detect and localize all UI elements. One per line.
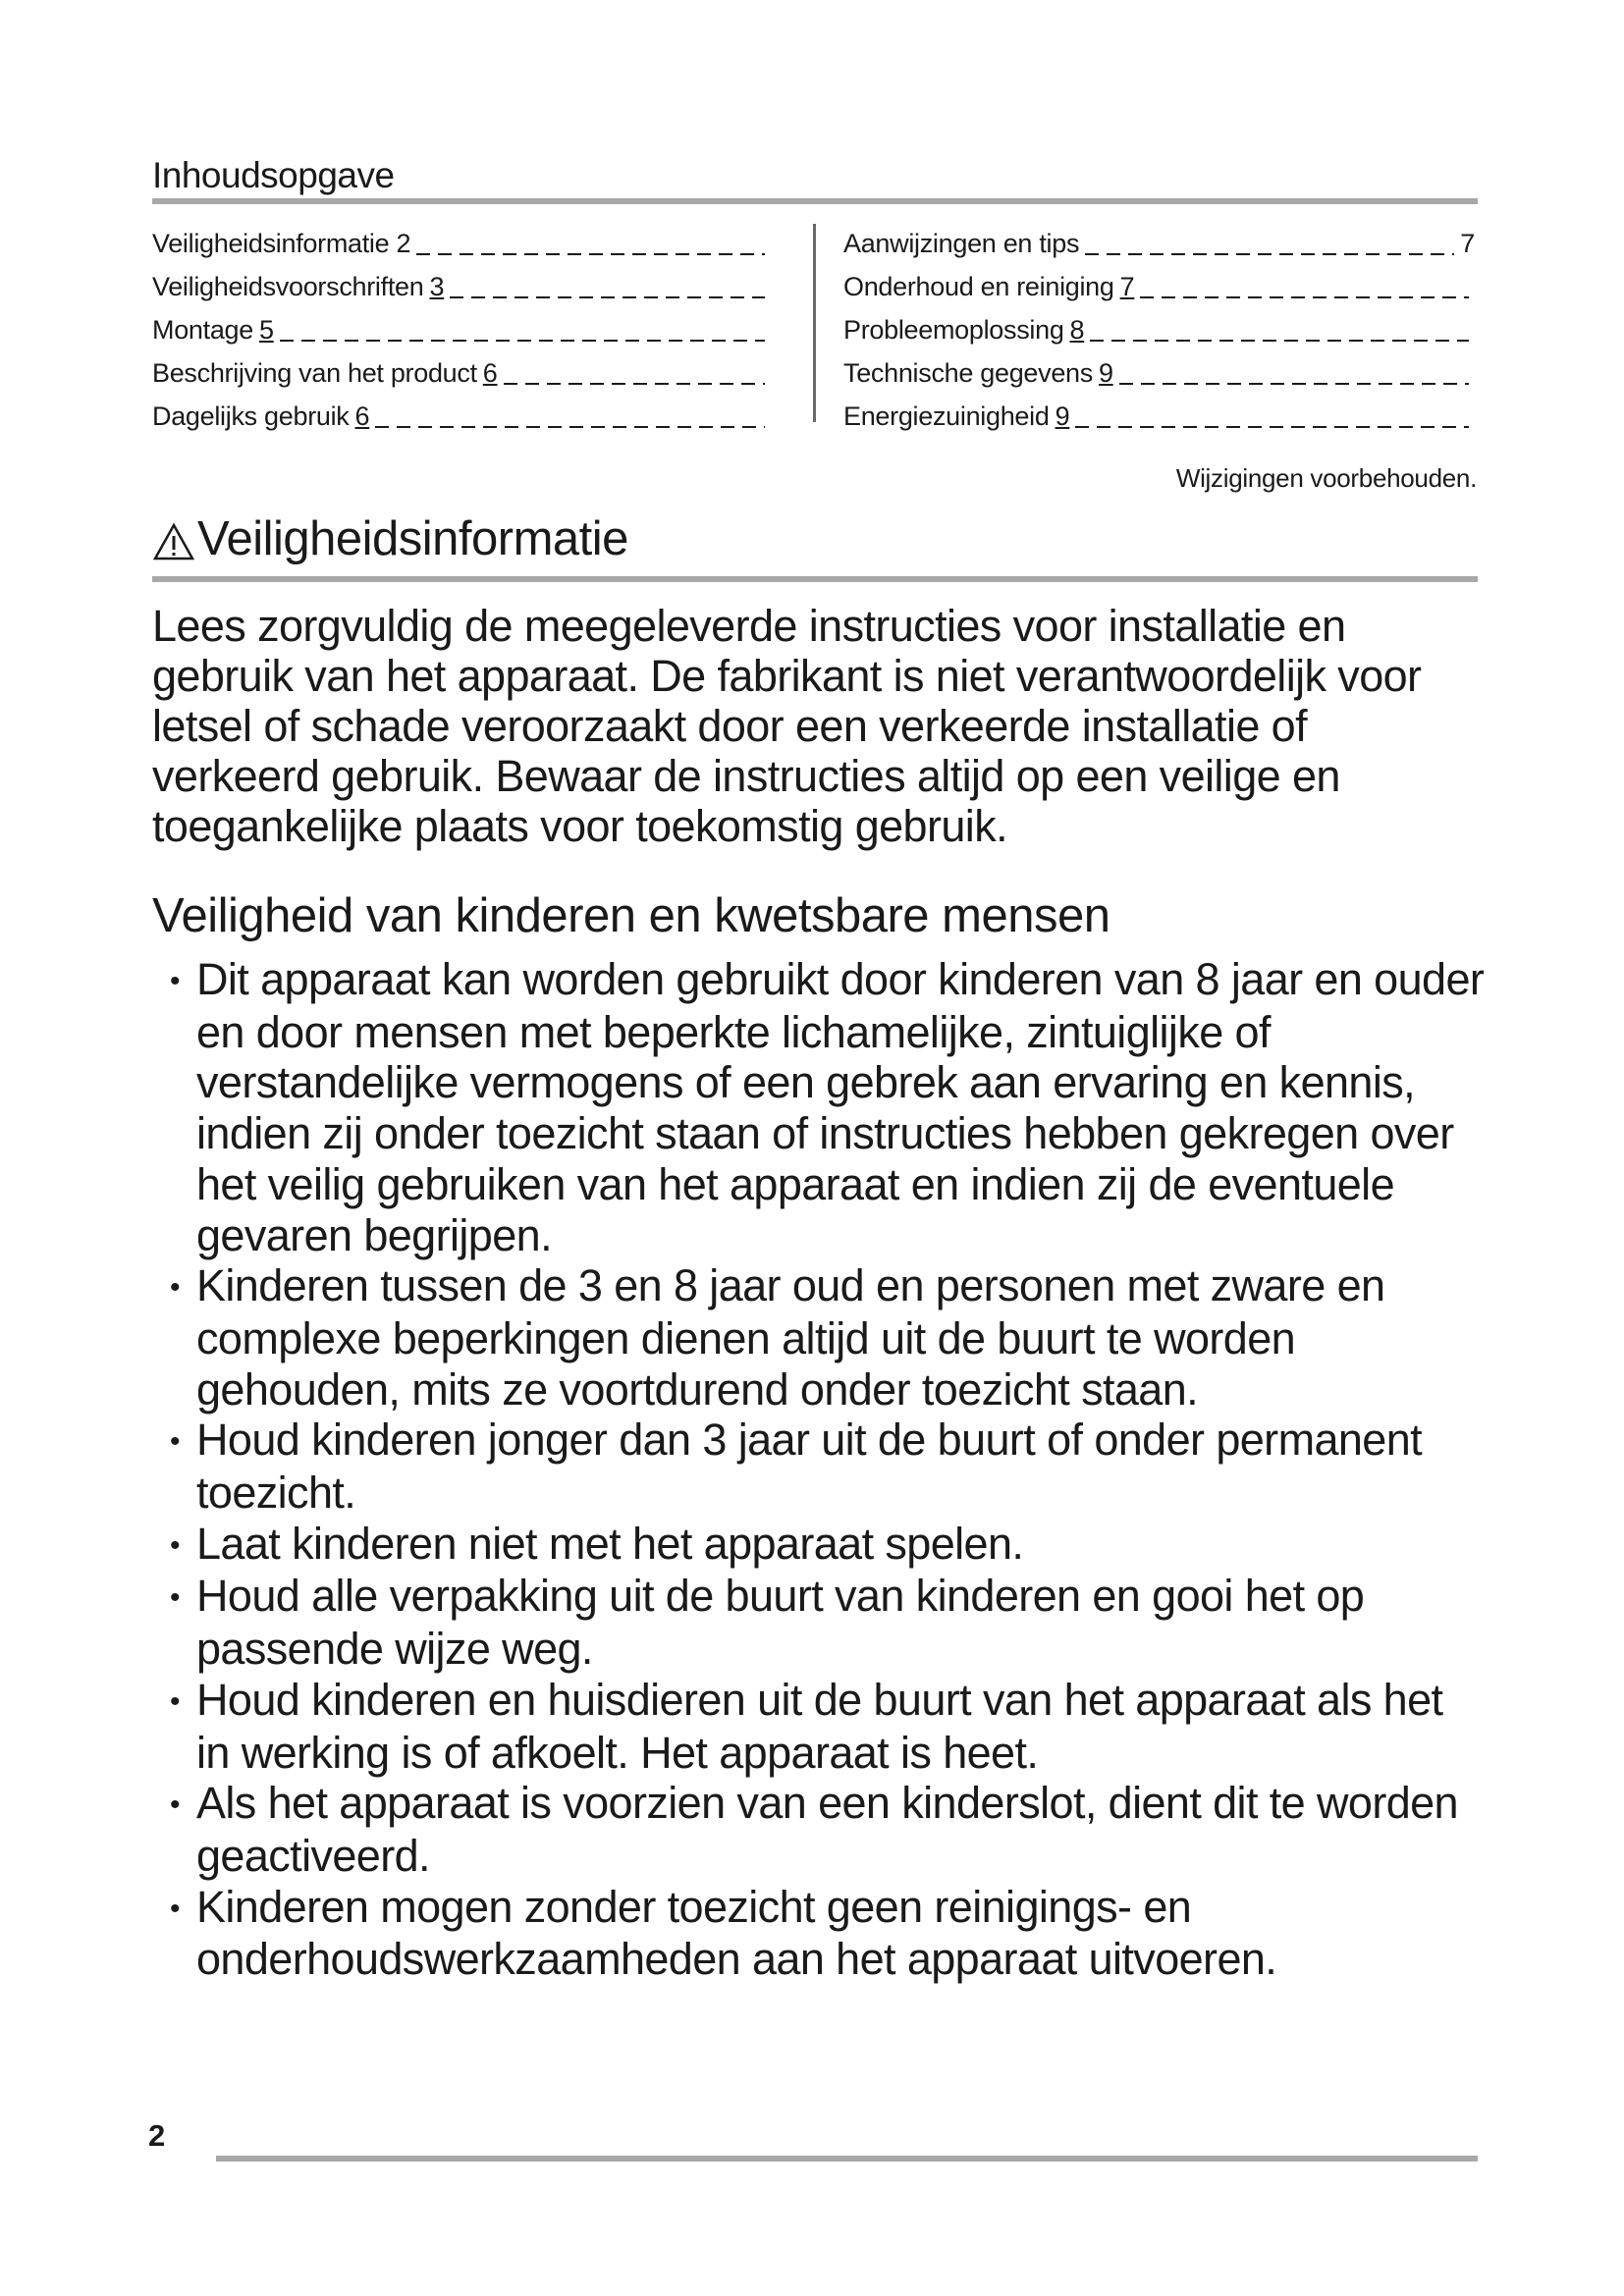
toc-leader [416,253,765,255]
toc-page-link[interactable]: 7 [1119,272,1135,301]
toc-entry[interactable]: Energiezuinigheid 9 [843,395,1475,438]
toc-entry[interactable]: Dagelijks gebruik 6 [152,395,771,438]
bullet-icon: • [170,1581,180,1615]
children-safety-list [147,954,1488,1985]
list-item: • Houd kinderen jonger dan 3 jaar uit de buurt of onder permanent toezicht. [170,1415,1423,1519]
toc-leader [1085,253,1454,255]
bullet-icon: • [170,1892,180,1925]
page-number: 2 [148,2118,166,2153]
safety-heading [152,511,628,566]
bullet-icon: • [170,1528,180,1562]
list-item: • Houd kinderen en huisdieren uit de buurt van het apparaat als het in werking is of afkoelt. Het apparaat is heet. [170,1674,1443,1778]
toc-entry[interactable]: Beschrijving van het product 6 [152,351,771,395]
list-item: • Als het apparaat is voorzien van een kinderslot, dient dit te worden geactiveerd. [170,1778,1458,1881]
toc-leader [1140,296,1469,298]
bullet-icon: • [170,1789,180,1822]
toc-leader [280,340,765,342]
bullet-icon: • [170,1425,180,1459]
toc-entry[interactable]: Montage 5 [152,308,771,351]
toc-entry[interactable]: Veiligheidsinformatie 2 [152,222,771,265]
toc-page-link[interactable]: 6 [482,358,498,388]
safety-heading-rule [152,576,1478,582]
toc-entry[interactable]: Aanwijzingen en tips 7 [843,222,1475,265]
toc-title-rule [152,198,1478,204]
changes-reserved-note: Wijzigingen voorbehouden. [1175,463,1477,493]
toc-leader [1090,340,1469,342]
toc-page-link[interactable]: 7 [1460,229,1475,258]
bullet-icon: • [170,1271,180,1305]
list-item: • Kinderen tussen de 3 en 8 jaar oud en personen met zware en complexe beperkingen dienen altijd uit de buurt te worden gehouden, mits ze voortdurend onder toezicht staan. [170,1260,1385,1415]
toc-leader [450,296,765,298]
warning-triangle-icon [152,522,195,561]
list-item: • Laat kinderen niet met het apparaat spelen. [147,1519,1488,1572]
toc-page-link[interactable]: 6 [354,401,370,431]
footer-rule [216,2156,1478,2162]
toc-right-column [843,222,1475,438]
toc-page-link[interactable]: 3 [429,272,445,301]
safety-heading-text: Veiligheidsinformatie [197,512,628,565]
list-item: • Dit apparaat kan worden gebruikt door kinderen van 8 jaar en ouder en door mensen met beperkte lichamelijke, zintuiglijke of verstandelijke vermogens of een gebrek aan ervaring en kennis, indien zij onder toezicht staan of instructies hebben gekregen over het veilig gebruiken van het apparaat en indien zij de eventuele gevaren begrijpen. [170,954,1485,1260]
toc-leader [375,426,765,428]
toc-column-divider [813,224,816,422]
bullet-icon: • [170,965,180,997]
safety-intro-paragraph: Lees zorgvuldig de meegeleverde instructies voor installatie en gebruik van het apparaat. De fabrikant is niet verantwoordelijk voor letsel of schade veroorzaakt door een verkeerde installatie of verkeerd gebruik. Bewaar de instructies altijd op een veilige en toegankelijke plaats voor toekomstig gebruik. [152,601,1422,851]
toc-left-column [152,222,771,438]
toc-leader [1075,426,1469,428]
toc-entry[interactable]: Veiligheidsvoorschriften 3 [152,265,771,308]
toc-leader [1119,383,1469,385]
children-safety-subheading: Veiligheid van kinderen en kwetsbare mensen [152,889,1110,942]
bullet-icon: • [170,1684,180,1718]
toc-title: Inhoudsopgave [152,155,395,195]
toc-leader [504,383,765,385]
list-item: • Houd alle verpakking uit de buurt van kinderen en gooi het op passende wijze weg. [170,1571,1365,1675]
list-item: • Kinderen mogen zonder toezicht geen reinigings- en onderhoudswerkzaamheden aan het apparaat uitvoeren. [170,1881,1277,1985]
toc-entry[interactable]: Probleemoplossing 8 [843,308,1475,351]
toc-page-link[interactable]: 5 [258,315,274,345]
toc-entry[interactable]: Technische gegevens 9 [843,351,1475,395]
toc-entry[interactable]: Onderhoud en reiniging 7 [843,265,1475,308]
toc-page-link[interactable]: 9 [1055,401,1070,431]
toc-page-link[interactable]: 8 [1069,315,1085,345]
toc-page-link[interactable]: 9 [1098,358,1113,388]
